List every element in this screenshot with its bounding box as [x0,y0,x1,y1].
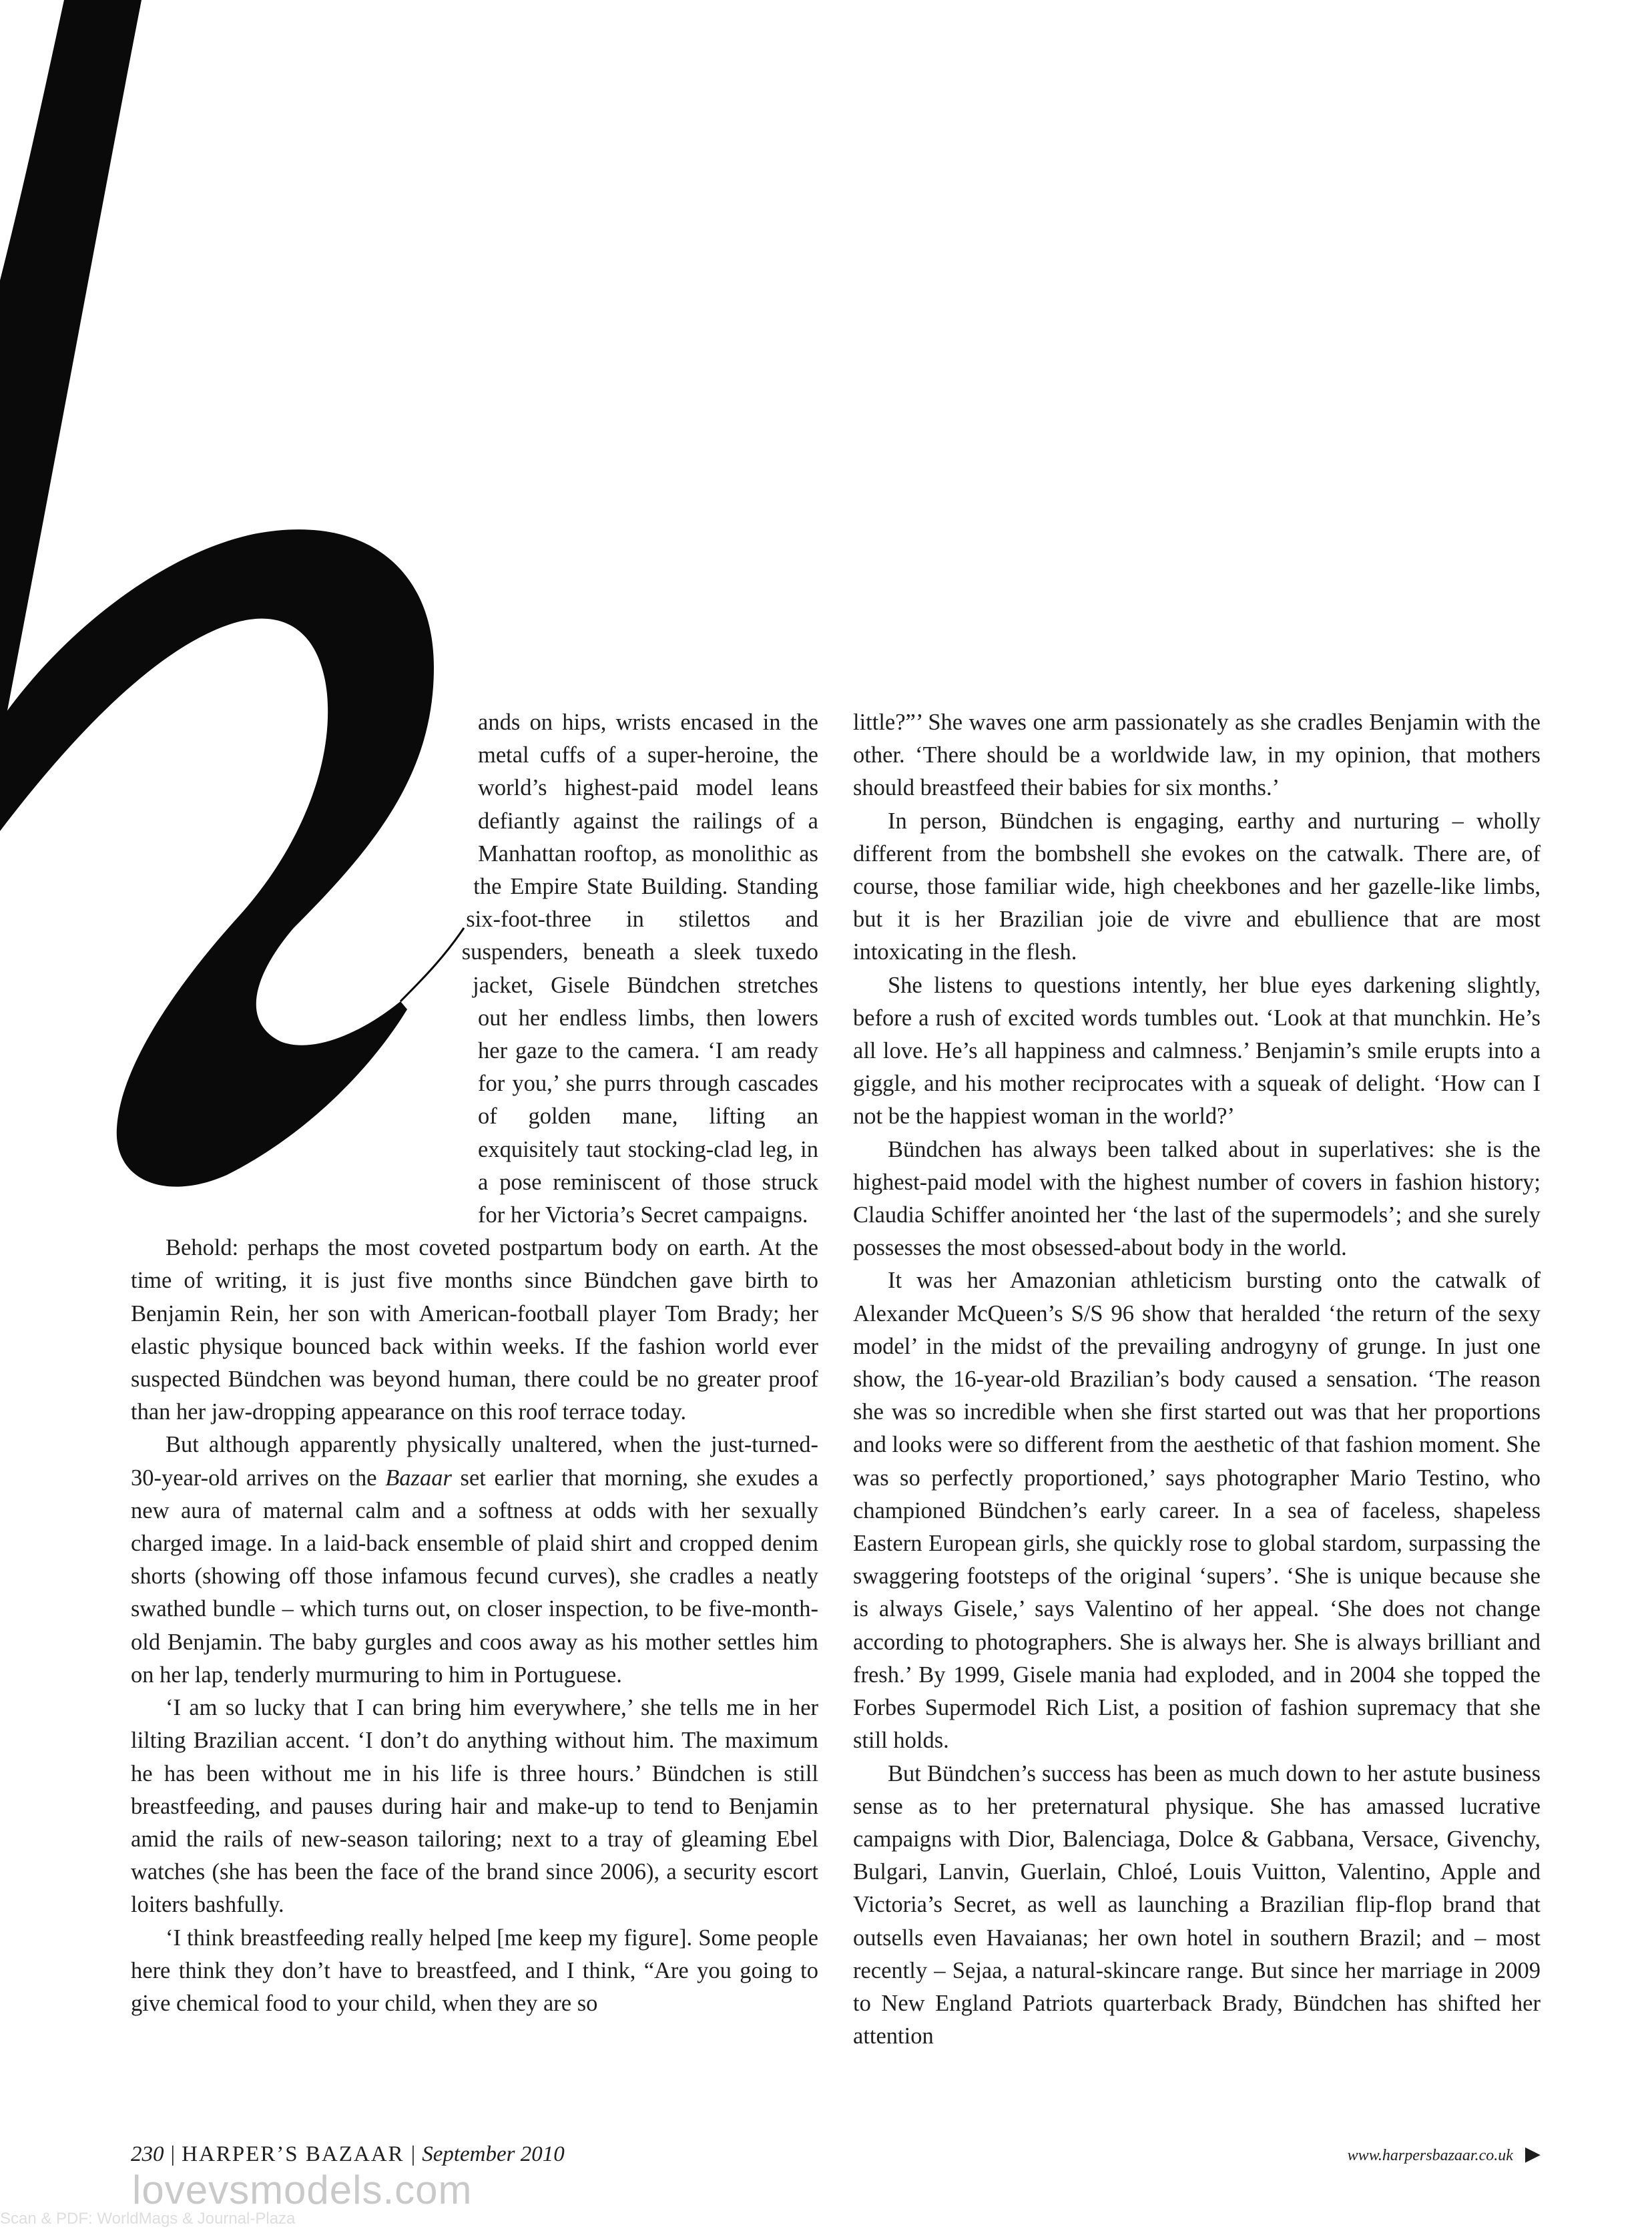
scan-credit: Scan & PDF: WorldMags & Journal-Plaza [0,2210,296,2228]
issue-date: September 2010 [422,2142,565,2166]
article-column-left [131,706,818,2020]
article-paragraph: In person, Bündchen is engaging, earthy and nurturing – wholly different from the bombshell she evokes on the catwalk. There are, of course, those familiar wide, high cheekbones and her gazelle-like limbs, but it is her Brazilian joie de vivre and ebullience that are most intoxicating in the flesh. [853,808,1541,965]
article-paragraph: ‘I am so lucky that I can bring him everywhere,’ she tells me in her lilting Brazilian accent. ‘I don’t do anything without him. The maximum he has been without me in his life is three hours.’ Bündchen is still breastfeeding, and pauses during hair and make-up to tend to Benjamin amid the rails of new-season tailoring; next to a tray of gleaming Ebel watches (she has been the face of the brand since 2006), a security escort loiters bashfully. [131,1695,818,1918]
paragraph-text: But although apparently physically unaltered, when the just-turned-30-year-old arrives on the [131,1432,818,1491]
article-paragraph [131,1429,818,1692]
article-paragraph: But Bündchen’s success has been as much down to her astute business sense as to her preternatural physique. She has amassed lucrative campaigns with Dior, Balenciaga, Dolce & Gabbana, Versace, Givenchy, Bulgari, Lanvin, Guerlain, Chloé, Louis Vuitton, Valentino, Apple and Victoria’s Secret, as well as launching a Brazilian flip-flop brand that outsells even Havaianas; her own hotel in southern Brazil; and – most recently – Sejaa, a natural-skincare range. But since her marriage in 2009 to New England Patriots quarterback Brady, Bündchen has shifted her attention [853,1760,1541,2049]
page-number: 230 [131,2142,164,2166]
magazine-name-italic: Bazaar [385,1465,452,1491]
folio [131,2138,565,2171]
next-page-arrow-icon: ▶ [1525,2143,1541,2165]
article-paragraph: Behold: perhaps the most coveted postpartum body on earth. At the time of writing, it is just five months since Bündchen gave birth to Benjamin Rein, her son with American-football player Tom Brady; her elastic physique bounced back within weeks. If the fashion world ever suspected Bündchen was beyond human, there could be no greater proof than her jaw-dropping appearance on this roof terrace today. [131,1235,818,1425]
article-paragraph: It was her Amazonian athleticism bursting onto the catwalk of Alexander McQueen’s S/S 96 show that heralded ‘the return of the sexy model’ in the midst of the prevailing androgyny of grunge. In just one show, the 16-year-old Brazilian’s body caused a sensation. ‘The reason she was so incredible when she first started out was that her proportions and looks were so different from the aesthetic of that fashion moment. She was so perfectly proportioned,’ says photographer Mario Testino, who championed Bündchen’s early career. In a sea of faceless, shapeless Eastern European girls, she quickly rose to global stardom, surpassing the swaggering footsteps of the original ‘supers’. ‘She is unique because she is always Gisele,’ says Valentino of her appeal. ‘She does not change according to photographers. She is always her. She is always brilliant and fresh.’ By 1999, Gisele mania had exploded, and in 2004 she topped the Forbes Supermodel Rich List, a position of fashion supremacy that she still holds. [853,1268,1541,1754]
article-paragraph: Bündchen has always been talked about in superlatives: she is the highest-paid model with the highest number of covers in fashion history; Claudia Schiffer anointed her ‘the last of the supermodels’; and she surely possesses the most obsessed-about body in the world. [853,1136,1541,1261]
article-paragraph: little?”’ She waves one arm passionately as she cradles Benjamin with the other. ‘There should be a worldwide law, in my opinion, that mothers should breastfeed their babies for six months.’ [853,710,1541,801]
page-footer [131,2138,1541,2171]
website-url: www.harpersbazaar.co.uk [1347,2147,1513,2164]
article-paragraph-intro: ands on hips, wrists encased in the metal cuffs of a super-heroine, the world’s highest-paid model leans defiantly against the railings of a Manhattan rooftop, as monolithic as the Empire State Building. Standing six-foot-three in stilettos and suspenders, beneath a sleek tuxedo jacket, Gisele Bündchen stretches out her endless limbs, then lowers her gaze to the camera. ‘I am ready for you,’ she purrs through cascades of golden mane, lifting an exquisitely taut stocking-clad leg, in a pose reminiscent of those struck for her Victoria’s Secret campaigns. [461,710,818,1228]
publication-name: HARPER’S BAZAAR [182,2142,404,2166]
folio-separator: | [170,2142,176,2166]
article-paragraph: ‘I think breastfeeding really helped [me keep my figure]. Some people here think they don’t have to breastfeed, and I think, “Are you going to give chemical food to your child, when they are so [131,1925,818,2016]
article-column-right [853,706,1541,2053]
article-paragraph: She listens to questions intently, her blue eyes darkening slightly, before a rush of excited words tumbles out. ‘Look at that munchkin. He’s all love. He’s all happiness and calmness.’ Benjamin’s smile erupts into a giggle, and his mother reciprocates with a squeak of delight. ‘How can I not be the happiest woman in the world?’ [853,972,1541,1130]
website-credit [1348,2138,1541,2172]
dropcap-wrap-space [131,706,478,1222]
paragraph-text: set earlier that morning, she exudes a new aura of maternal calm and a softness at odds with her sexually charged image. In a laid-back ensemble of plaid shirt and cropped denim shorts (showing off those infamous fecund curves), she cradles a neatly swathed bundle – which turns out, on closer inspection, to be five-month-old Benjamin. The baby gurgles and coos away as his mother settles him on her lap, tenderly murmuring to him in Portuguese. [131,1465,819,1688]
article-intro [131,706,818,1232]
watermark-site: lovevsmodels.com [132,2168,473,2212]
folio-separator: | [410,2142,416,2166]
